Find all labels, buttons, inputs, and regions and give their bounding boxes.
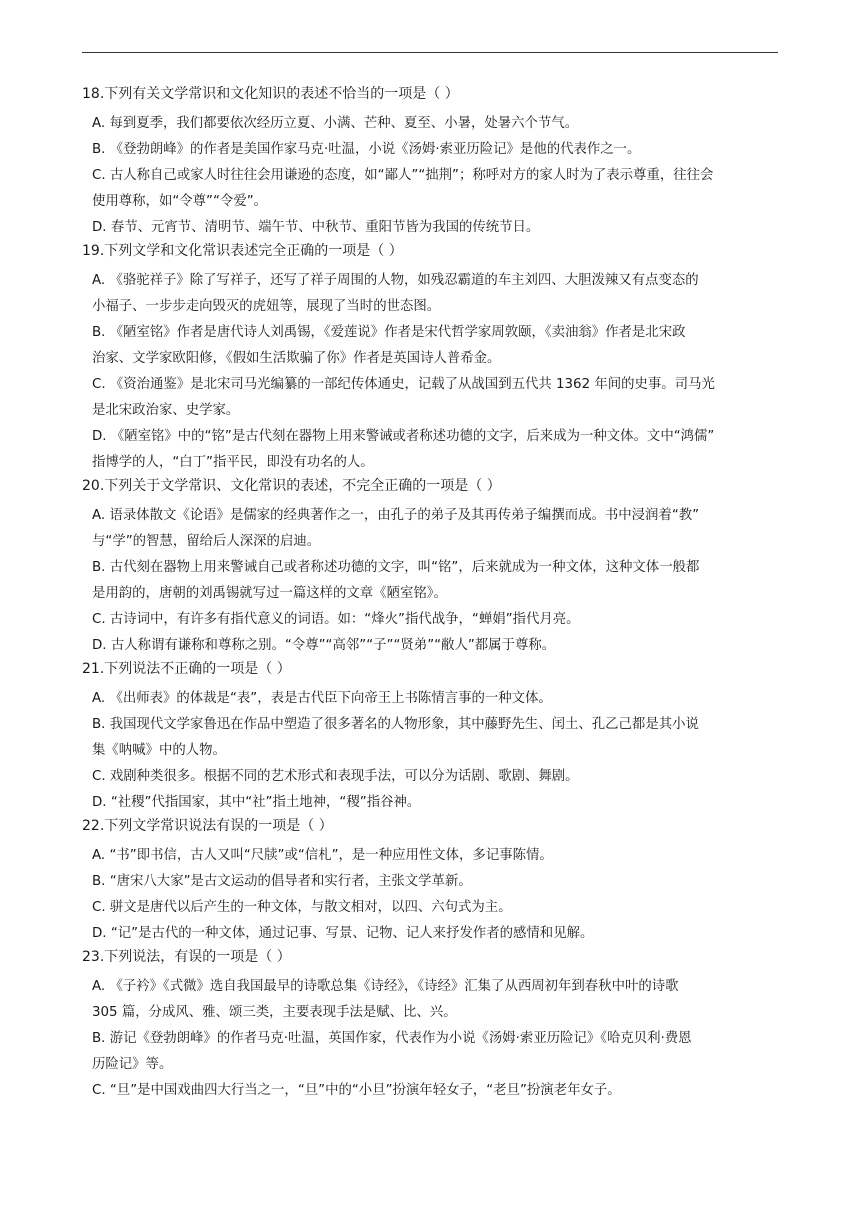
option-line: 集《呐喊》中的人物。	[92, 743, 226, 758]
option-line: 是北宋政治家、史学家。	[92, 403, 240, 418]
option-line: A. 语录体散文《论语》是儒家的经典著作之一，由孔子的弟子及其再传弟子编撰而成。书中浸润着“教”	[92, 508, 700, 523]
question-21	[82, 659, 782, 816]
option-line: 305 篇，分成风、雅、颂三类，主要表现手法是赋、比、兴。	[92, 1005, 457, 1020]
question-stem: 22.下列文学常识说法有误的一项是（ ）	[82, 818, 333, 834]
option-line: C. 古人称自己或家人时往往会用谦逊的态度，如“鄙人”“拙荆”；称呼对方的家人时为了表示尊重，往往会	[92, 168, 714, 183]
option-line: D. 春节、元宵节、清明节、端午节、中秋节、重阳节皆为我国的传统节日。	[92, 220, 540, 235]
option-line: 小福子、一步步走向毁灭的虎妞等，展现了当时的世态图。	[92, 299, 441, 314]
option-line: C. 戏剧种类很多。根据不同的艺术形式和表现手法，可以分为话剧、歌剧、舞剧。	[92, 769, 579, 784]
option-line: B. 《陋室铭》作者是唐代诗人刘禹锡，《爱莲说》作者是宋代哲学家周敦颐，《卖油翁》作者是北宋政	[92, 325, 686, 340]
option-line: B. 我国现代文学家鲁迅在作品中塑造了很多著名的人物形象，其中藤野先生、闰土、孔乙己都是其小说	[92, 717, 699, 732]
option-line: A. 《子衿》《式微》选自我国最早的诗歌总集《诗经》，《诗经》汇集了从西周初年到春秋中叶的诗歌	[92, 979, 679, 994]
option-line: A. 每到夏季，我们都要依次经历立夏、小满、芒种、夏至、小暑，处暑六个节气。	[92, 116, 579, 131]
option-line: B. “唐宋八大家”是古文运动的倡导者和实行者，主张文学革新。	[92, 874, 472, 889]
option-line: D. “社稷”代指国家，其中“社”指土地神，“稷”指谷神。	[92, 795, 421, 810]
question-23	[82, 947, 782, 1104]
option-line: A. “书”即书信，古人又叫“尺牍”或“信札”，是一种应用性文体，多记事陈情。	[92, 848, 553, 863]
question-22	[82, 816, 782, 947]
option-line: B. 游记《登勃朗峰》的作者马克·吐温，英国作家，代表作为小说《汤姆·索亚历险记》《哈克贝利·费恩	[92, 1031, 692, 1046]
question-19	[82, 241, 782, 476]
question-stem: 21.下列说法不正确的一项是（ ）	[82, 661, 291, 677]
option-line: D. 古人称谓有谦称和尊称之别。“令尊”“高邻”“子”“贤弟”“敝人”都属于尊称。	[92, 638, 556, 653]
question-20	[82, 476, 782, 659]
option-line: C. 骈文是唐代以后产生的一种文体，与散文相对，以四、六句式为主。	[92, 900, 512, 915]
question-stem: 19.下列文学和文化常识表述完全正确的一项是（ ）	[82, 243, 403, 259]
question-stem: 23.下列说法，有误的一项是（ ）	[82, 949, 291, 965]
option-line: C. 古诗词中，有许多有指代意义的词语。如：“烽火”指代战争，“蝉娟”指代月亮。	[92, 612, 580, 627]
option-line: A. 《出师表》的体裁是“表”，表是古代臣下向帝王上书陈情言事的一种文体。	[92, 691, 552, 706]
option-line: 指博学的人，“白丁”指平民，即没有功名的人。	[92, 455, 374, 470]
header-rule	[82, 52, 778, 53]
option-line: A. 《骆驼祥子》除了写祥子，还写了祥子周围的人物，如残忍霸道的车主刘四、大胆泼辣又有点变态的	[92, 273, 699, 288]
exam-page-content	[82, 84, 782, 1104]
option-line: D. 《陋室铭》中的“铭”是古代刻在器物上用来警诫或者称述功德的文字，后来成为一种文体。文中“鸿儒”	[92, 429, 715, 444]
option-line: D. “记”是古代的一种文体，通过记事、写景、记物、记人来抒发作者的感情和见解。	[92, 926, 594, 941]
question-18	[82, 84, 782, 241]
option-line: 使用尊称，如“令尊”“令爱”。	[92, 194, 268, 209]
option-line: C. 《资治通鉴》是北宋司马光编纂的一部纪传体通史，记载了从战国到五代共 1362 年间的史事。司马光	[92, 377, 715, 392]
option-line: B. 《登勃朗峰》的作者是美国作家马克·吐温，小说《汤姆·索亚历险记》是他的代表作之一。	[92, 142, 641, 157]
option-line: 是用韵的，唐朝的刘禹锡就写过一篇这样的文章《陋室铭》。	[92, 586, 447, 601]
question-stem: 20.下列关于文学常识、文化常识的表述，不完全正确的一项是（ ）	[82, 478, 501, 494]
option-line: 历险记》等。	[92, 1057, 173, 1072]
question-stem: 18.下列有关文学常识和文化知识的表述不恰当的一项是（ ）	[82, 86, 459, 102]
option-line: B. 古代刻在器物上用来警诫自己或者称述功德的文字，叫“铭”，后来就成为一种文体，这种文体一般都	[92, 560, 700, 575]
option-line: C. “旦”是中国戏曲四大行当之一，“旦”中的“小旦”扮演年轻女子，“老旦”扮演老年女子。	[92, 1083, 621, 1098]
option-line: 与“学”的智慧，留给后人深深的启迪。	[92, 534, 321, 549]
option-line: 治家、文学家欧阳修，《假如生活欺骗了你》作者是英国诗人普希金。	[92, 351, 501, 366]
